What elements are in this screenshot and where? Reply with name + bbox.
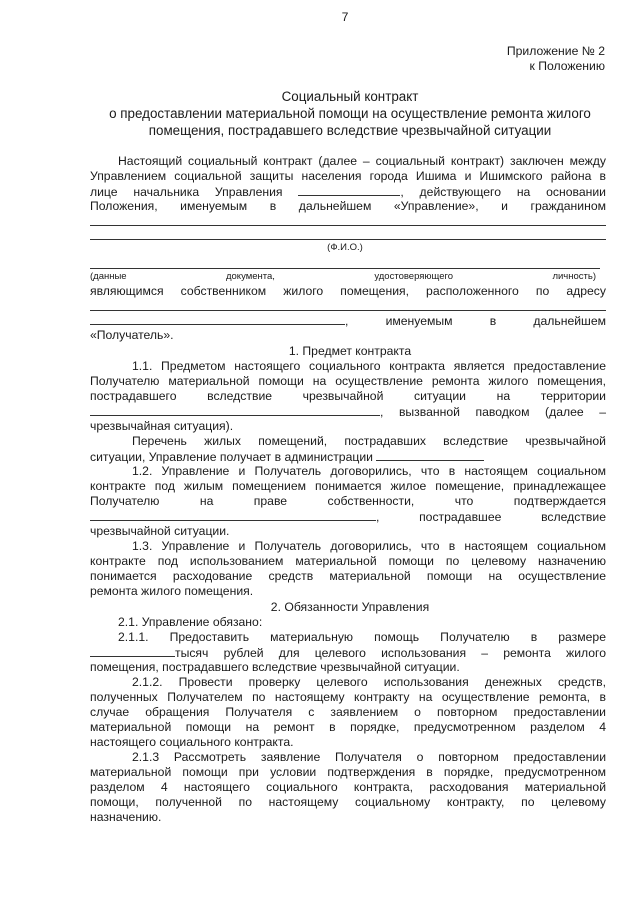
intro-line-6 bbox=[90, 313, 606, 329]
clause-1-1-line-1: 1.1. Предметом настоящего социального контракта является предоставление bbox=[132, 359, 606, 373]
clause-2-1-2-line-1: 2.1.2. Провести проверку целевого использования денежных средств, bbox=[132, 675, 606, 689]
clause-1-2-line-4 bbox=[90, 509, 606, 525]
appendix-line-2: к Положению bbox=[529, 59, 605, 73]
page-number: 7 bbox=[341, 10, 349, 24]
document-subtitle-2: помещения, пострадавшего вследствие чрезвычайной ситуации bbox=[148, 123, 552, 138]
clause-2-1-1-line-2 bbox=[90, 645, 606, 661]
intro-line-3 bbox=[90, 184, 606, 200]
clause-2-1-3-line-1: 2.1.3 Рассмотреть заявление Получателя о повторном предоставлении bbox=[132, 750, 606, 764]
intro-line-6-end: , именуемым в дальнейшем bbox=[345, 314, 606, 328]
clause-2-1-1-line-3: помещения, пострадавшего вследствие чрезвычайной ситуации. bbox=[90, 660, 460, 674]
list-paragraph-line-2 bbox=[90, 449, 606, 465]
list-paragraph-line-1: Перечень жилых помещений, пострадавших вследствие чрезвычайной bbox=[132, 434, 606, 448]
clause-2-1-3-line-5: назначению. bbox=[90, 810, 162, 824]
clause-1-2-line-3: Получателю на праве собственности, что подтверждается bbox=[90, 494, 606, 508]
clause-1-1-line-3: пострадавшего вследствие чрезвычайной ситуации на территории bbox=[90, 389, 606, 403]
clause-1-2-line-5: чрезвычайной ситуации. bbox=[90, 524, 230, 538]
clause-1-3-line-4: ремонта жилого помещения. bbox=[90, 584, 254, 598]
clause-2-1-1-line-1: 2.1.1. Предоставить материальную помощь Получателю в размере bbox=[118, 630, 606, 644]
appendix-line-1: Приложение № 2 bbox=[506, 44, 605, 58]
intro-line-4: Положения, именуемым в дальнейшем «Управление», и гражданином bbox=[90, 199, 606, 213]
address-line bbox=[90, 310, 606, 311]
document-title: Социальный контракт bbox=[281, 89, 419, 104]
amount-blank bbox=[90, 645, 175, 657]
intro-line-1: Настоящий социальный контракт (далее – социальный контракт) заключен между bbox=[118, 154, 606, 168]
clause-2-1: 2.1. Управление обязано: bbox=[118, 615, 263, 629]
clause-2-1-3-line-4: помощи, полученной по настоящему социальному контракту, по целевому bbox=[90, 795, 606, 809]
clause-2-1-2-line-5: настоящего социального контракта. bbox=[90, 735, 294, 749]
clause-2-1-1-line-2-end: тысяч рублей для целевого использования – ремонта жилого bbox=[175, 646, 606, 660]
clause-1-1-line-5: чрезвычайная ситуация). bbox=[90, 419, 234, 433]
clause-1-3-line-1: 1.3. Управление и Получатель договорились, что в настоящем социальном bbox=[132, 539, 606, 553]
intro-line-5: являющимся собственником жилого помещения, расположенного по адресу bbox=[90, 284, 606, 298]
document-data-caption: (данные документа, удостоверяющего личность) bbox=[90, 271, 596, 282]
intro-line-7: «Получатель». bbox=[90, 328, 174, 342]
clause-1-2-line-1: 1.2. Управление и Получатель договорились, что в настоящем социальном bbox=[132, 464, 606, 478]
address-blank bbox=[90, 313, 345, 325]
clause-1-2-line-2: контракте под жилым помещением понимается жилое помещение, принадлежащее bbox=[90, 479, 606, 493]
clause-1-1-line-4 bbox=[90, 404, 606, 420]
clause-2-1-3-line-2: материальной помощи при условии подтверждения в порядке, предусмотренном bbox=[90, 765, 606, 779]
clause-2-1-2-line-2: полученных Получателем по настоящему контракту на осуществление ремонта, в bbox=[90, 690, 606, 704]
clause-2-1-2-line-3: случае обращения Получателя с заявлением о повторном предоставлении bbox=[90, 705, 606, 719]
list-paragraph-line-2-text: ситуации, Управление получает в администрации bbox=[90, 450, 373, 464]
manager-name-blank bbox=[298, 184, 400, 196]
territory-blank bbox=[90, 404, 380, 416]
intro-line-3-start: лице начальника Управления bbox=[90, 185, 283, 199]
clause-1-1-line-2: Получателю материальной помощи на осуществление ремонта жилого помещения, bbox=[90, 374, 606, 388]
document-subtitle-1: о предоставлении материальной помощи на осуществление ремонта жилого bbox=[109, 106, 591, 121]
clause-1-3-line-2: контракте под использованием материальной помощи по целевому назначению bbox=[90, 554, 606, 568]
intro-line-3-end: , действующего на основании bbox=[400, 185, 606, 199]
section-2-heading: 2. Обязанности Управления bbox=[270, 600, 430, 614]
clause-2-1-2-line-4: материальной помощи на ремонт в порядке, предусмотренном разделом 4 bbox=[90, 720, 606, 734]
ownership-document-blank bbox=[90, 509, 376, 521]
clause-1-3-line-3: понимается расходование средств материальной помощи на осуществление bbox=[90, 569, 606, 583]
fio-caption: (Ф.И.О.) bbox=[327, 242, 363, 253]
clause-2-1-3-line-3: разделом 4 настоящего социального контракта, расходования материальной bbox=[90, 780, 606, 794]
intro-line-2: Управлением социальной защиты населения города Ишима и Ишимского района в bbox=[90, 169, 606, 183]
section-1-heading: 1. Предмет контракта bbox=[288, 344, 412, 358]
administration-blank bbox=[376, 449, 484, 461]
fio-line-1 bbox=[90, 225, 606, 226]
clause-1-2-line-4-end: , пострадавшее вследствие bbox=[376, 510, 606, 524]
clause-1-1-line-4-end: , вызванной паводком (далее – bbox=[380, 405, 606, 419]
